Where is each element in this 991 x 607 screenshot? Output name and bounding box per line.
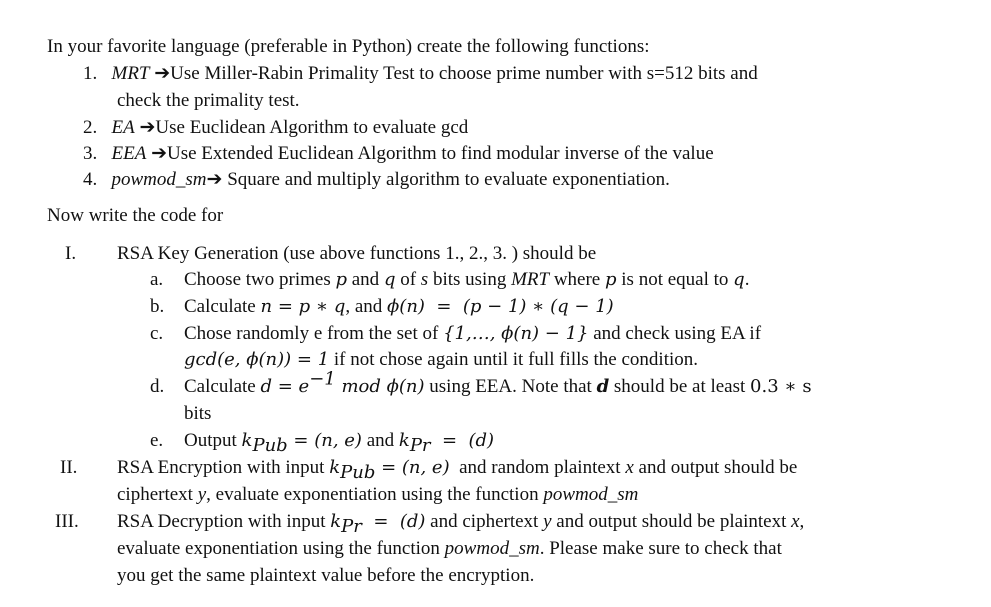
math-expr: = (n, e): [287, 430, 362, 451]
function-desc: Use Extended Euclidean Algorithm to find modular inverse of the value: [167, 143, 714, 164]
math-sub: Pr: [409, 434, 431, 456]
section-number: I.: [65, 243, 77, 264]
function-desc: Square and multiply algorithm to evaluate exponentiation.: [222, 169, 670, 190]
text-run: ciphertext: [117, 484, 198, 505]
function-desc: Use Miller-Rabin Primality Test to choose prime number with s=512 bits and: [170, 63, 758, 84]
math-sub: Pr: [341, 515, 362, 537]
math-var: d: [596, 376, 610, 397]
text-run: ,: [799, 511, 805, 532]
math-expr: n = p ∗ q: [260, 296, 346, 317]
step-c-label: c.: [150, 323, 164, 344]
function-name: powmod_sm: [543, 484, 639, 505]
math-expr: = (n, e): [375, 457, 450, 478]
function-name: powmod_sm: [111, 169, 207, 190]
section-ii-text-cont: [117, 482, 638, 508]
step-d-text-cont: bits: [184, 403, 212, 424]
text-run: Calculate: [184, 376, 261, 397]
math-var: k: [398, 430, 410, 451]
section-number: II.: [60, 457, 78, 478]
text-run: and check using EA if: [588, 323, 762, 344]
section-iii-text: [117, 509, 804, 535]
function-item-4: [83, 167, 670, 193]
math-expr: = (d): [361, 511, 426, 532]
text-run: and: [361, 430, 399, 451]
function-name: EEA: [111, 143, 147, 164]
math-expr: {1,…, ϕ(n) − 1}: [443, 323, 589, 344]
function-item-1-cont: check the primality test.: [117, 90, 300, 111]
math-var: s: [420, 269, 429, 290]
text-run: and random plaintext: [449, 457, 626, 478]
step-d-text: [184, 368, 812, 400]
math-var: p: [335, 269, 347, 290]
math-expr: = (d): [430, 430, 495, 451]
math-var: q: [733, 269, 745, 290]
text-run: RSA Decryption with input: [117, 511, 331, 532]
text-run: and output should be: [633, 457, 798, 478]
section-iii-text-cont: [117, 536, 782, 562]
text-run: is not equal to: [616, 269, 734, 290]
step-b-label: b.: [150, 296, 165, 317]
text-run: should be at least: [609, 376, 751, 397]
math-var: y: [197, 484, 207, 505]
text-run: if not chose again until it full fills the condition.: [329, 349, 699, 370]
math-var: q: [383, 269, 396, 290]
text-run: RSA Encryption with input: [117, 457, 330, 478]
step-a-label: a.: [150, 269, 164, 290]
text-run: Output: [184, 430, 242, 451]
intro-text: In your favorite language (preferable in Python) create the following functions:: [47, 36, 650, 57]
section-number: III.: [55, 511, 79, 532]
math-var: y: [543, 511, 552, 532]
text-run: Calculate: [184, 296, 261, 317]
math-var: k: [329, 457, 341, 478]
math-var: p: [605, 269, 617, 290]
text-run: . Please make sure to check that: [539, 538, 782, 559]
math-sup: −1: [309, 368, 336, 390]
function-desc: Use Euclidean Algorithm to evaluate gcd: [155, 117, 469, 138]
text-run: evaluate exponentiation using the function: [117, 538, 445, 559]
section-iii-text-cont2: you get the same plaintext value before the encryption.: [117, 565, 535, 586]
function-name: powmod_sm: [444, 538, 540, 559]
math-expr: 0.3 ∗ s: [750, 376, 812, 397]
math-expr: mod ϕ(n): [335, 376, 425, 397]
function-item-2: [83, 115, 468, 141]
text-run: , evaluate exponentiation using the function: [206, 484, 544, 505]
item-number: 2.: [83, 117, 98, 138]
arrow-icon: ➔: [139, 117, 156, 138]
function-name: EA: [111, 117, 135, 138]
function-name: MRT: [111, 63, 150, 84]
text-run: bits using: [428, 269, 512, 290]
text-run: , and: [345, 296, 388, 317]
arrow-icon: ➔: [151, 143, 167, 164]
arrow-icon: ➔: [206, 169, 223, 190]
math-sub: Pub: [252, 434, 288, 456]
function-item-1: [83, 61, 758, 87]
math-expr: ϕ(n) = (p − 1) ∗ (q − 1): [387, 296, 614, 317]
step-d-label: d.: [150, 376, 165, 397]
math-var: x: [625, 457, 634, 478]
step-a-text: [184, 267, 749, 293]
item-number: 4.: [83, 169, 98, 190]
text-run: and: [347, 269, 384, 290]
text-run: and ciphertext: [425, 511, 544, 532]
math-var: k: [241, 430, 253, 451]
step-e-text: [184, 428, 494, 454]
text-run: using EEA. Note that: [424, 376, 597, 397]
section-title: RSA Key Generation (use above functions 1., 2., 3. ) should be: [117, 243, 597, 264]
function-name: MRT: [511, 269, 550, 290]
step-e-label: e.: [150, 430, 164, 451]
math-var: x: [791, 511, 800, 532]
math-expr: gcd(e, ϕ(n)) = 1: [184, 349, 330, 370]
item-number: 3.: [83, 143, 98, 164]
arrow-icon: ➔: [154, 63, 171, 84]
math-expr: d = e: [260, 376, 310, 397]
function-item-3: [83, 141, 714, 167]
step-b-text: [184, 294, 614, 320]
step-c-text-cont: [184, 347, 698, 373]
math-sub: Pub: [340, 461, 376, 483]
text-run: of: [395, 269, 421, 290]
text-run: .: [744, 269, 750, 290]
text-run: Choose two primes: [184, 269, 336, 290]
text-run: and output should be plaintext: [551, 511, 792, 532]
section-ii-text: [117, 455, 797, 481]
math-var: k: [330, 511, 342, 532]
step-c-text: [184, 321, 761, 347]
item-number: 1.: [83, 63, 98, 84]
now-write-text: Now write the code for: [47, 205, 224, 226]
text-run: where: [549, 269, 605, 290]
text-run: Chose randomly e from the set of: [184, 323, 444, 344]
